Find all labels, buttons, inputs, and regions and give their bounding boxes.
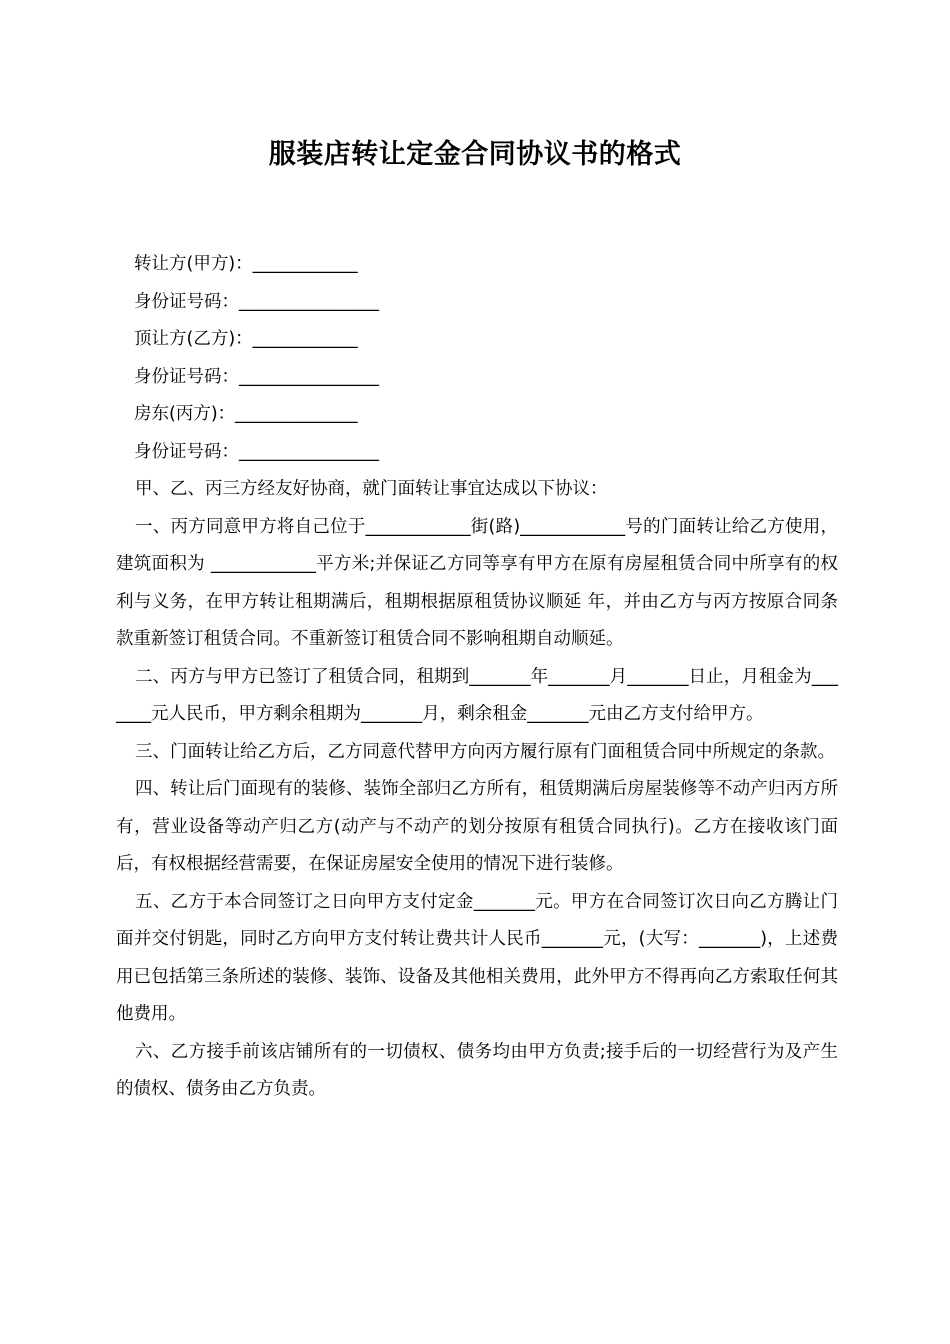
intro-paragraph: 甲、乙、丙三方经友好协商，就门面转让事宜达成以下协议：: [135, 479, 608, 499]
clause-6-paragraph: 六、乙方接手前该店铺所有的一切债权、债务均由甲方负责;接手后的一切经营行为及产生的债权、债务由乙方负责。: [116, 1041, 838, 1099]
landlord-field: 房东(丙方)：______________: [134, 404, 358, 424]
transferee-id-field: 身份证号码：________________: [134, 366, 379, 387]
transferee-field: 顶让方(乙方)：____________: [134, 329, 358, 349]
clause-1-paragraph: 一、丙方同意甲方将自己位于____________街(路)____________号的门面转让给乙方使用，建筑面积为 ____________平方米;并保证乙方同等享有甲方在原有房屋租赁合同中所享有的权利与义务，在甲方转让租期满后，租期根据原租赁协议顺延 年，并由乙方与丙方按原合同条款重新签订租赁合同。不重新签订租赁合同不影响租期自动顺延。: [116, 516, 838, 649]
landlord-id-field: 身份证号码：________________: [134, 441, 379, 462]
document-title: 服装店转让定金合同协议书的格式: [268, 139, 682, 170]
clause-4-paragraph: 四、转让后门面现有的装修、装饰全部归乙方所有，租赁期满后房屋装修等不动产归丙方所有，营业设备等动产归乙方(动产与不动产的划分按原有租赁合同执行)。乙方在接收该门面后，有权根据经营需要，在保证房屋安全使用的情况下进行装修。: [116, 779, 838, 874]
transferor-field: 转让方(甲方)：____________: [134, 254, 358, 274]
clause-3-paragraph: 三、门面转让给乙方后，乙方同意代替甲方向丙方履行原有门面租赁合同中所规定的条款。: [135, 741, 835, 762]
clause-2-paragraph: 二、丙方与甲方已签订了租赁合同，租期到_______年_______月_______日止，月租金为_______元人民币，甲方剩余租期为_______月，剩余租金_______元由乙方支付给甲方。: [116, 666, 838, 724]
transferor-id-field: 身份证号码：________________: [134, 291, 379, 312]
clause-5-paragraph: 五、乙方于本合同签订之日向甲方支付定金_______元。甲方在合同签订次日向乙方腾让门面并交付钥匙，同时乙方向甲方支付转让费共计人民币_______元，(大写：_______)，上述费用已包括第三条所述的装修、装饰、设备及其他相关费用，此外甲方不得再向乙方索取任何其他费用。: [116, 891, 838, 1024]
document-body: [116, 246, 838, 1109]
